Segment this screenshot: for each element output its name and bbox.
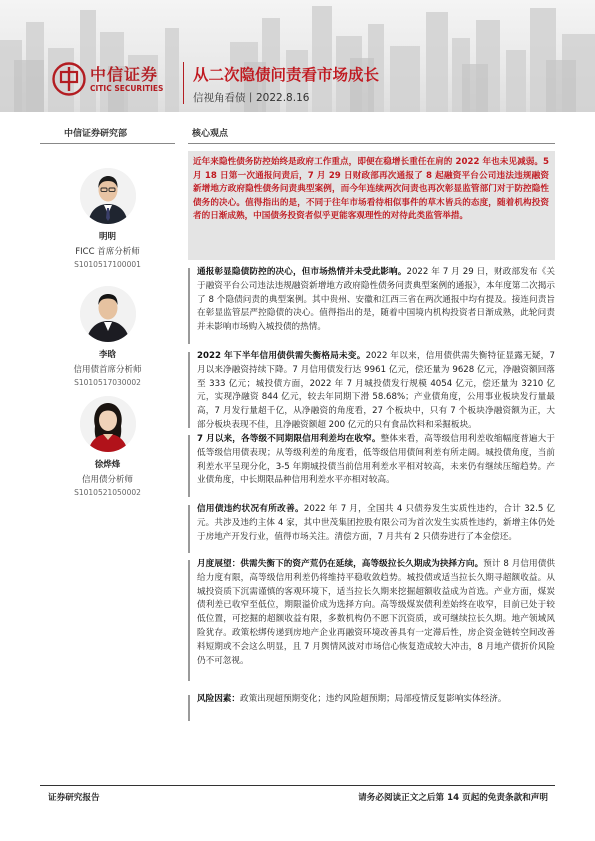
analyst-cert-code: S1010517100001: [74, 260, 141, 269]
key-point-text: 整体来看，高等级信用利差收缩幅度普遍大于低等级信用债表现；从等级利差的角度看，低等级信用债间利差有所走阔。城投债角度，当前利差水平呈现分化，3-5 年期城投债当前信用利差水平相对较高，未来仍有继续压缩趋势。产业债角度，中长期限品种信用利差水平亦相对较高。: [197, 434, 555, 486]
analyst-cert-code: S1010517030002: [74, 378, 141, 387]
analyst-card: [40, 396, 175, 497]
key-point-lead: 7 月以来，各等级不同期限信用利差均在收窄。: [197, 434, 381, 444]
analyst-role: 信用债首席分析师: [73, 365, 142, 375]
key-point-lead: 2022 年下半年信用债供需失衡格局未变。: [197, 351, 366, 361]
key-point-text: 2022 年 7 月，全国共 4 只债券发生实质性违约，合计 32.5 亿元。共涉及违约主体 4 家，其中世茂集团控股有限公司为首次发生实质性违约，新增主体仍处于房地产开发行业，值得市场关注。清偿方面，7 月共有 2 只债券进行了本金偿还。: [197, 504, 555, 542]
key-point-paragraph: [188, 693, 555, 723]
report-header: [0, 0, 595, 112]
analyst-cert-code: S1010521050002: [74, 488, 141, 497]
key-point-paragraph: [188, 350, 555, 430]
footer-report-type: 证券研究报告: [48, 793, 100, 803]
key-point-text: 预计 8 月信用债供给力度有限，高等级信用利差仍将维持平稳收敛趋势。城投债或适当拉长久期寻超额收益。从城投资质下沉需谨慎的客观环境下，适当拉长久期来挖掘超额收益成为首选。产业方面，煤炭债利差已收窄至低位，期限溢价成为选择方向。高等级煤炭债利差始终在收窄，目前已处于较低位置，可挖掘的超额收益有限，多数机构仍不愿下沉资质，或可继续拉长久期。地产领域风险犹存。政策松绑传递到房地产企业再融资环境改善具有一定滞后性，房企资金链转空间改善料短期或不会这么明显，且 7 月舆情风波对市场信心恢复造成较大冲击，8 月地产债折价风险仍不可忽视。: [197, 559, 555, 666]
brand-name-cn: 中信证券: [90, 65, 159, 84]
citic-logo: [52, 60, 174, 98]
left-heading-rule: [40, 143, 175, 144]
key-point-paragraph: [188, 503, 555, 555]
right-heading-rule: [188, 143, 555, 144]
analyst-photo-icon: [80, 168, 136, 224]
header-divider: [183, 62, 184, 104]
footer-rule: [40, 785, 555, 786]
analyst-card: [40, 286, 175, 387]
footer-disclaimer-note: 请务必阅读正文之后第 14 页起的免责条款和声明: [358, 793, 548, 803]
analyst-name: 徐烨烽: [94, 460, 121, 470]
analyst-photo-icon: [80, 396, 136, 452]
analyst-name: 明明: [98, 232, 116, 242]
analyst-role: FICC 首席分析师: [75, 247, 140, 257]
analyst-photo-icon: [80, 286, 136, 342]
avatar: [80, 168, 136, 224]
avatar: [80, 396, 136, 452]
core-summary: 近年来隐性债务防控始终是政府工作重点，即便在稳增长重任在肩的 2022 年也未见减弱。5 月 18 日第一次通报问责后，7 月 29 日财政部再次通报了 8 起融资平台公司违法违规融资新增地方政府隐性债务问责典型案例，而今年连续两次问责也再次彰显监管部门对于防控隐性债务的决心。值得指出的是，不同于往年市场看待相似事件的草木皆兵的态度，随着机构投资者的日渐成熟，中国债务投资者似乎更能客观理性的对待此类监管举措。: [188, 151, 555, 260]
analyst-name: 李晗: [98, 350, 116, 360]
report-title: 从二次隐债问责看市场成长: [193, 66, 380, 84]
key-point-text: 2022 年以来，信用债供需失衡特征显露无疑，7 月以来净融资持续下降。7 月信用债发行达 9961 亿元，偿还量为 9628 亿元，净融资额回落至 333 亿元；城投债方面，2022 年 7 月城投债发行规模 4054 亿元，偿还量为 3210 亿元，实现净融资 844 亿元，较去年同期下滑 58.68%；产业债角度，公用事业板块发行量最高，7 月发行量超千亿，从净融资的角度看，27 个板块中，只有 7 个板块净融资额为正，大部分板块表现不佳，且净融资额超 200 亿元的只有食品饮料和采掘板块。: [197, 351, 555, 430]
core-views-heading: 核心观点: [192, 129, 229, 139]
key-point-lead: 信用债违约状况有所改善。: [197, 504, 304, 514]
key-point-paragraph: [188, 266, 555, 346]
key-point-paragraph: [188, 433, 555, 499]
analyst-card: [40, 168, 175, 269]
analyst-role: 信用债分析师: [81, 475, 133, 485]
key-point-lead: 通报彰显隐债防控的决心，但市场热情并未受此影响。: [197, 267, 407, 277]
key-point-lead: 月度展望：供需失衡下的资产荒仍在延续，高等级拉长久期成为抉择方向。: [197, 559, 484, 569]
citic-logo-icon: [52, 62, 86, 96]
key-point-text: 2022 年 7 月 29 日，财政部发布《关于融资平台公司违法违规融资新增地方政府隐性债务问责典型案例的通报》，本年度第二次揭示了 8 个隐债问责的典型案例。其中贵州、安徽和江西三省在两次通报中均有提及。接连问责旨在彰显监管层严控隐债的决心。值得指出的是，随着中国境内机构投资者日渐成熟，此轮问责并未影响市场购入城投债的热情。: [197, 267, 555, 333]
key-point-text: 政策出现超预期变化；违约风险超预期；局部疫情反复影响实体经济。: [239, 694, 507, 704]
research-dept-heading: 中信证券研究部: [64, 129, 128, 139]
brand-name-en: CITIC SECURITIES: [90, 84, 164, 93]
avatar: [80, 286, 136, 342]
report-subtitle: 信视角看债丨2022.8.16: [193, 92, 310, 104]
key-point-paragraph: [188, 558, 555, 683]
key-point-lead: 风险因素：: [197, 694, 240, 704]
